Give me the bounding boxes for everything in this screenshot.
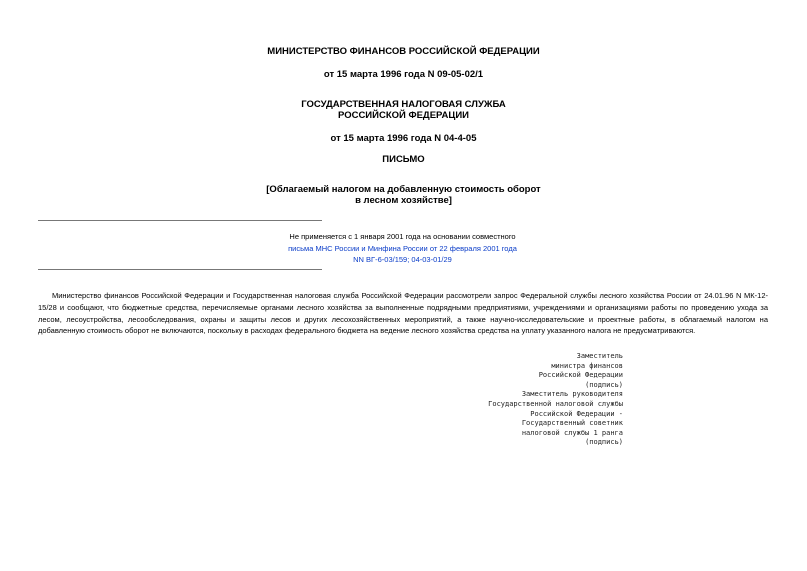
validity-note-text: Не применяется с 1 января 2001 года на основании совместного [289,232,516,241]
signature-line: Заместитель руководителя [521,390,623,399]
ministry-title: МИНИСТЕРСТВО ФИНАНСОВ РОССИЙСКОЙ ФЕДЕРАЦИИ [267,46,540,57]
signature-line: (подпись) [585,380,623,389]
divider-top [38,220,322,221]
signature-line: министра финансов [551,361,623,370]
signature-block [488,352,623,448]
signature-line: (подпись) [585,438,623,447]
validity-note-link-line2[interactable]: NN ВГ-6-03/159; 04-03-01/29 [353,255,452,264]
divider-bottom [38,269,322,270]
signature-line: Российской Федерации [538,371,623,380]
tax-service-title-line1: ГОСУДАРСТВЕННАЯ НАЛОГОВАЯ СЛУЖБА [301,99,506,110]
signature-line: Заместитель [576,352,623,360]
subject-line1: [Облагаемый налогом на добавленную стоимость оборот [266,184,541,195]
subject-line2: в лесном хозяйстве] [355,195,452,206]
validity-note-link-line1[interactable]: письма МНС России и Минфина России от 22 февраля 2001 года [288,243,517,253]
signature-line: Государственный советник [521,419,623,428]
signature-line: Российской Федерации - [530,409,623,418]
tax-service-date: от 15 марта 1996 года N 04-4-05 [330,133,477,144]
ministry-date: от 15 марта 1996 года N 09-05-02/1 [323,69,484,80]
signature-line: налоговой службы 1 ранга [521,428,623,437]
signature-line: Государственной налоговой службы [488,399,623,408]
letter-body: Министерство финансов Российской Федерации и Государственная налоговая служба Российской Федерации рассмотрели запрос Федеральной службы лесного хозяйства России от 24.01.96 N МК-12-15/28 и сообщают, что бюджетные средства, перечисляемые органами лесного хозяйства за выполненные подрядными предприятиями, учреждениями и организациями работы по проведению ухода за лесом, лесоустройства, лесообследования, охраны и защиты лесов и других лесохозяйственных мероприятий, а также научно-исследовательские и проектные работы, в облагаемый налогом на добавленную стоимость оборот не включаются, поскольку в расходах федерального бюджета на ведение лесного хозяйства средства на уплату указанного налога не предусматриваются. [38,291,768,336]
tax-service-title-line2: РОССИЙСКОЙ ФЕДЕРАЦИИ [337,110,469,121]
validity-note [250,231,555,266]
document-type: ПИСЬМО [382,154,425,165]
